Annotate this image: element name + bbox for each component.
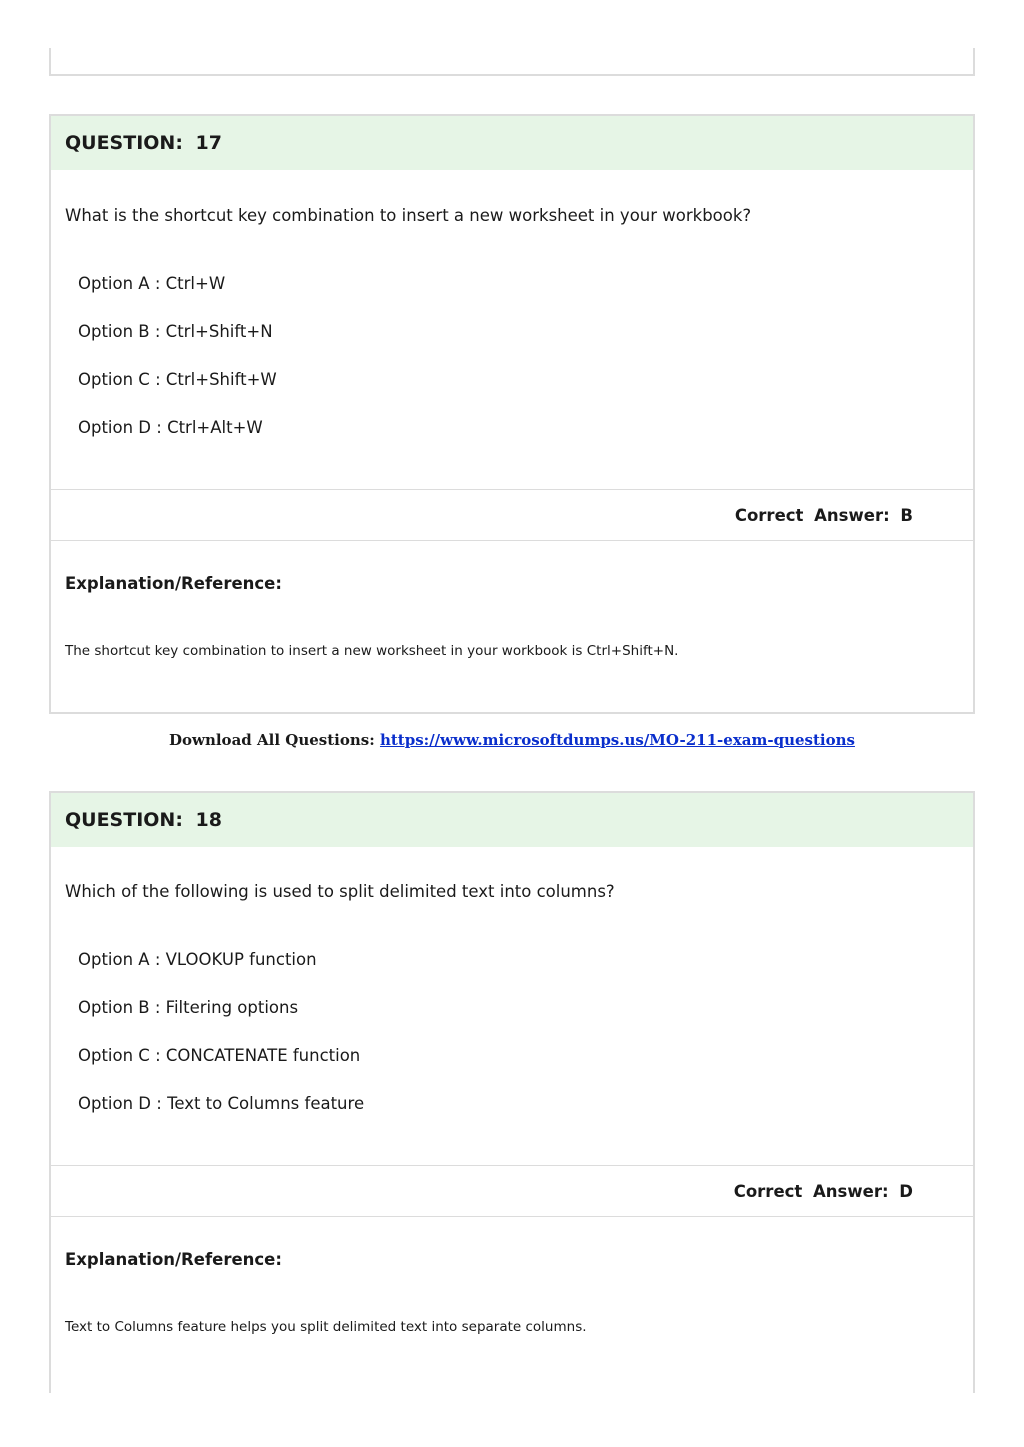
correct-answer <box>51 1165 973 1217</box>
option-b: Option B : Ctrl+Shift+N <box>78 322 273 341</box>
previous-question-box-bottom <box>49 48 975 76</box>
option-a: Option A : VLOOKUP function <box>78 950 317 969</box>
explanation-title: Explanation/Reference: <box>65 1250 282 1269</box>
explanation-text: The shortcut key combination to insert a new worksheet in your workbook is Ctrl+Shift+N. <box>65 643 679 659</box>
correct-answer <box>51 489 973 541</box>
option-d: Option D : Ctrl+Alt+W <box>78 418 263 437</box>
option-b: Option B : Filtering options <box>78 998 299 1017</box>
option-d: Option D : Text to Columns feature <box>78 1094 365 1113</box>
download-link[interactable]: https://www.microsoftdumps.us/MO-211-exam-questions <box>379 731 855 749</box>
download-line <box>0 731 1024 749</box>
question-header: QUESTION: 17 <box>51 116 973 170</box>
explanation-title: Explanation/Reference: <box>65 574 282 593</box>
correct-answer-text: Correct Answer: D <box>733 1181 913 1201</box>
question-text: Which of the following is used to split delimited text into columns? <box>65 882 615 901</box>
correct-answer-text: Correct Answer: B <box>734 505 913 525</box>
option-a: Option A : Ctrl+W <box>78 274 226 293</box>
question-card-18 <box>49 791 975 1393</box>
question-header: QUESTION: 18 <box>51 793 973 847</box>
question-text: What is the shortcut key combination to insert a new worksheet in your workbook? <box>65 206 752 225</box>
download-label: Download All Questions: <box>169 731 375 749</box>
question-card-17 <box>49 114 975 714</box>
option-c: Option C : CONCATENATE function <box>78 1046 361 1065</box>
option-c: Option C : Ctrl+Shift+W <box>78 370 277 389</box>
explanation-text: Text to Columns feature helps you split delimited text into separate columns. <box>65 1319 587 1335</box>
